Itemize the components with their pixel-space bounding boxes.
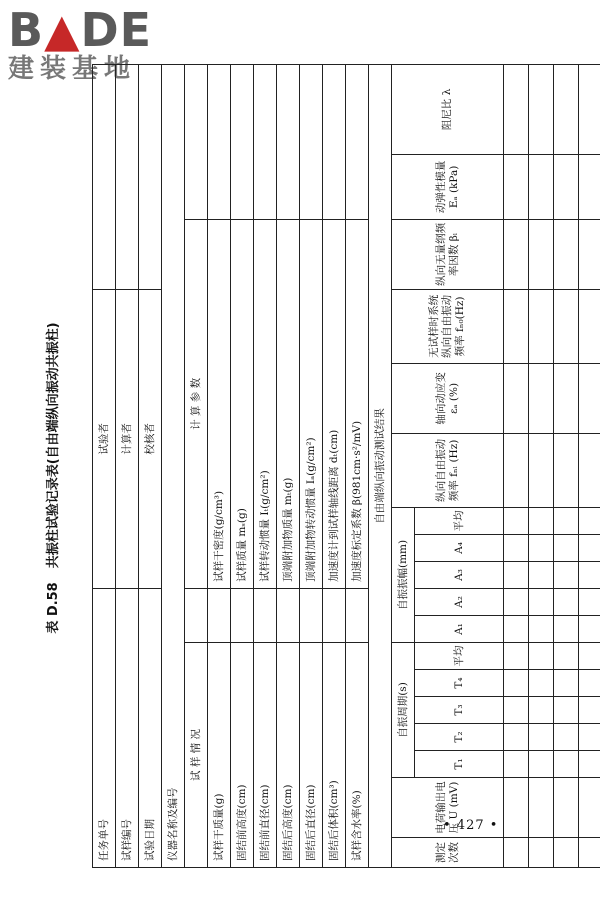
tester-value[interactable] — [93, 64, 116, 289]
params-section-title: 计 算 参 数 — [185, 219, 208, 588]
amplitude-header: A₄ — [415, 534, 504, 561]
instrument-label: 仪器名称及编号 — [162, 64, 185, 867]
sample-row: 试样含水率(%) — [346, 643, 369, 868]
table-row — [554, 64, 579, 867]
param-row: 顶端附加物转动惯量 Iₐ(g/cm²) — [300, 219, 323, 588]
brand-name: B▲DE — [8, 3, 153, 57]
amplitude-header: 平均 — [415, 507, 504, 534]
param-row: 加速度标定系数 β(981cm·s²/mV) — [346, 219, 369, 588]
sample-no-label: 试样编号 — [116, 588, 139, 867]
period-header: 平均 — [415, 643, 504, 670]
sample-row: 固结后直径(cm) — [300, 643, 323, 868]
period-header: T₂ — [415, 724, 504, 751]
record-table — [92, 64, 600, 868]
table-row — [579, 64, 600, 867]
strain-header: 轴向动应变 εₐ (%) — [392, 363, 504, 433]
task-no-label: 任务单号 — [93, 588, 116, 867]
amplitude-header: A₁ — [415, 616, 504, 643]
damping-header: 阻尼比 λ — [392, 64, 504, 154]
table-caption — [42, 88, 66, 868]
period-header: T₃ — [415, 697, 504, 724]
period-header: T₁ — [415, 751, 504, 778]
table-row — [504, 64, 529, 867]
sample-section-title: 试 样 情 况 — [185, 643, 208, 868]
page-number: • 427 • — [443, 818, 499, 833]
voltage-header: 电荷输出电压 U (mV) — [392, 778, 504, 838]
sample-row: 固结前直径(cm) — [254, 643, 277, 868]
measure-count-header: 测定次数 — [392, 838, 504, 868]
checker-value[interactable] — [139, 64, 162, 289]
test-date-label: 试验日期 — [139, 588, 162, 867]
param-row: 加速度计到试样轴线距离 dₜ(cm) — [323, 219, 346, 588]
param-row: 试样质量 mₛ(g) — [231, 219, 254, 588]
amplitude-header: A₂ — [415, 588, 504, 615]
tester-label: 试验者 — [93, 289, 116, 588]
sample-row: 试样干质量(g) — [208, 643, 231, 868]
amplitude-header: A₃ — [415, 561, 504, 588]
free-frequency-header: 无试样时系统纵向自由振动频率 fₙ₀(Hz) — [392, 289, 504, 363]
modulus-header: 动弹性模量 Eₐ (kPa) — [392, 154, 504, 219]
period-header: T₄ — [415, 670, 504, 697]
results-section-title: 自由端纵向振动测试结果 — [369, 64, 392, 867]
calculator-label: 计算者 — [116, 289, 139, 588]
sample-row: 固结后高度(cm) — [277, 643, 300, 868]
brand-tagline: 建装基地 — [8, 54, 137, 84]
sample-row: 固结前高度(cm) — [231, 643, 254, 868]
calculator-value[interactable] — [116, 64, 139, 289]
table-title: 共振柱试验记录表(自由端纵向振动共振柱) — [46, 322, 61, 569]
frequency-factor-header: 纵向无量纲频率因数 βₗ — [392, 219, 504, 289]
rotated-form — [42, 88, 466, 868]
frequency-header: 纵向自由振动频率 fₙₗ (Hz) — [392, 433, 504, 507]
param-row: 顶端附加物质量 mₜ(g) — [277, 219, 300, 588]
sample-row: 固结后体积(cm³) — [323, 643, 346, 868]
table-number: 表 D.58 — [46, 582, 61, 634]
amplitude-group-header: 自振振幅(mm) — [392, 507, 415, 642]
param-row: 试样干密度(g/cm³) — [208, 219, 231, 588]
param-row: 试样转动惯量 Iₜ(g/cm²) — [254, 219, 277, 588]
table-row — [529, 64, 554, 867]
checker-label: 校核者 — [139, 289, 162, 588]
period-group-header: 自振周期(s) — [392, 643, 415, 778]
